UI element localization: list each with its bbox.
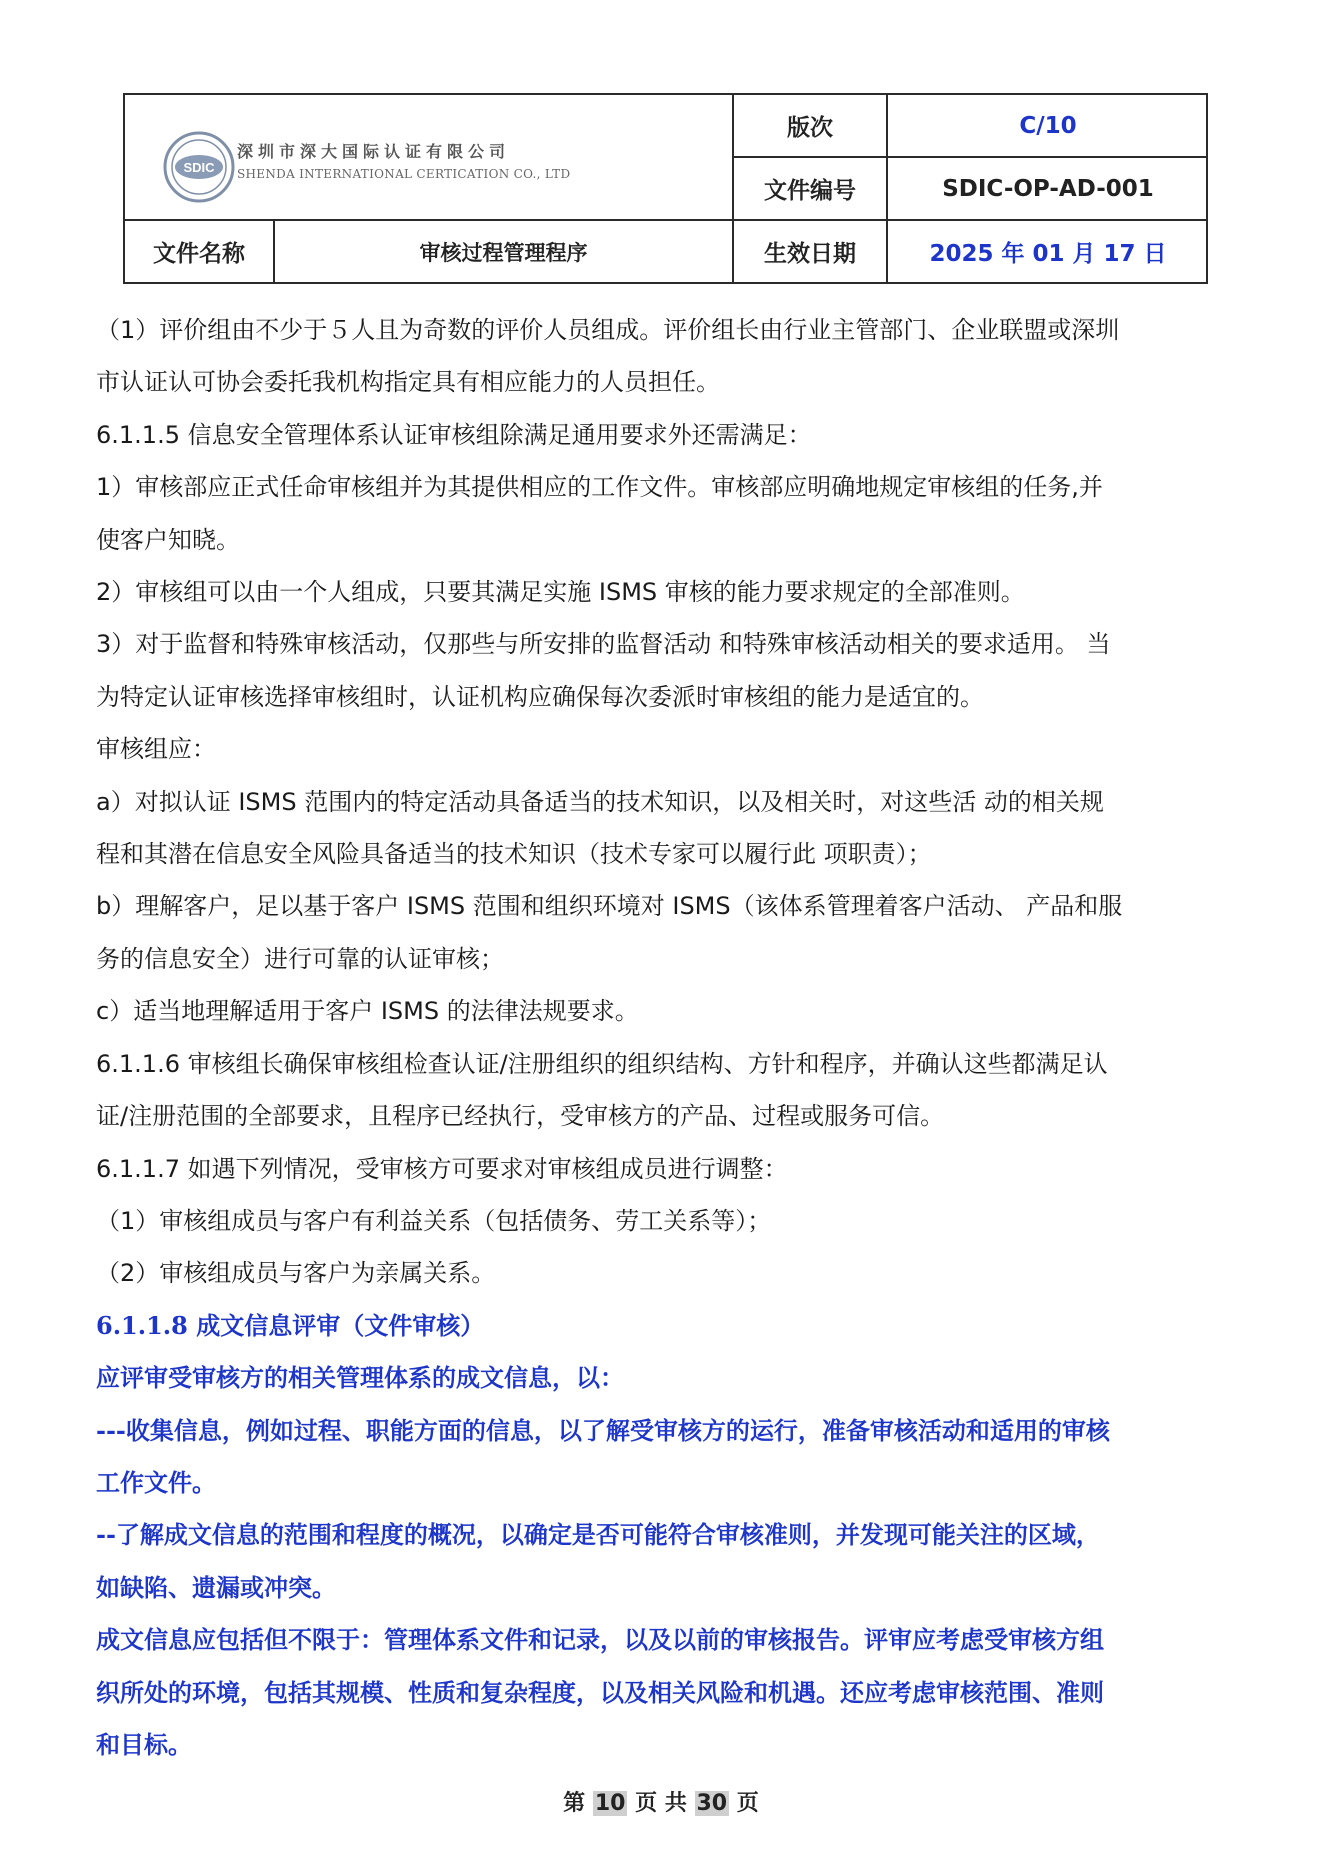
highlight-line: 工作文件。	[96, 1467, 216, 1497]
body-line: c）适当地理解适用于客户 ISMS 的法律法规要求。	[96, 997, 639, 1026]
body-line: 2）审核组可以由一个人组成，只要其满足实施 ISMS 审核的能力要求规定的全部准则。	[96, 578, 1025, 607]
company-name-en: SHENDA INTERNATIONAL CERTICATION CO., LTD	[237, 167, 571, 181]
page-footer	[0, 1786, 1322, 1817]
section-heading: 6.1.1.8 成文信息评审（文件审核）	[96, 1310, 485, 1340]
doc-number-label: 文件编号	[764, 178, 856, 204]
body-line: 使客户知晓。	[96, 525, 240, 554]
highlight-line: 应评审受审核方的相关管理体系的成文信息，以：	[96, 1363, 624, 1393]
highlight-line: 成文信息应包括但不限于：管理体系文件和记录，以及以前的审核报告。评审应考虑受审核方组	[96, 1625, 1104, 1655]
body-line: （1）审核组成员与客户有利益关系（包括债务、劳工关系等）；	[96, 1206, 772, 1235]
body-line: a）对拟认证 ISMS 范围内的特定活动具备适当的技术知识，以及相关时，对这些活 动的相关规	[96, 787, 1104, 816]
highlight-line: ---收集信息，例如过程、职能方面的信息，以了解受审核方的运行，准备审核活动和适用的审核	[96, 1415, 1110, 1445]
body-line: b）理解客户，足以基于客户 ISMS 范围和组织环境对 ISMS（该体系管理着客户活动、 产品和服	[96, 892, 1123, 921]
company-name-cn: 深圳市深大国际认证有限公司	[237, 142, 511, 161]
highlight-line: 和目标。	[96, 1729, 192, 1759]
body-line: 程和其潜在信息安全风险具备适当的技术知识（技术专家可以履行此 项职责）；	[96, 840, 932, 869]
doc-name-value: 审核过程管理程序	[419, 240, 588, 265]
logo-text: SDIC	[183, 160, 215, 175]
company-logo	[163, 131, 235, 203]
body-line: 6.1.1.6 审核组长确保审核组检查认证/注册组织的组织结构、方针和程序，并确认这些都满足认	[96, 1049, 1108, 1078]
body-line: （1）评价组由不少于５人且为奇数的评价人员组成。评价组长由行业主管部门、企业联盟或深圳	[96, 316, 1120, 344]
highlight-line: --了解成文信息的范围和程度的概况，以确定是否可能符合审核准则，并发现可能关注的区域，	[96, 1520, 1100, 1550]
body-line: 证/注册范围的全部要求，且程序已经执行，受审核方的产品、过程或服务可信。	[96, 1102, 945, 1131]
highlight-line: 如缺陷、遗漏或冲突。	[96, 1572, 336, 1602]
page-middle: 页 共	[635, 1791, 687, 1816]
page-suffix: 页	[736, 1791, 759, 1816]
body-line: 市认证认可协会委托我机构指定具有相应能力的人员担任。	[96, 368, 720, 397]
body-line: 务的信息安全）进行可靠的认证审核；	[96, 944, 504, 973]
page-prefix: 第	[563, 1791, 586, 1816]
effective-date-label: 生效日期	[764, 241, 856, 267]
body-line: 6.1.1.7 如遇下列情况，受审核方可要求对审核组成员进行调整：	[96, 1154, 788, 1183]
body-line: （2）审核组成员与客户为亲属关系。	[96, 1259, 496, 1288]
doc-number-value: SDIC-OP-AD-001	[942, 175, 1154, 202]
version-value: C/10	[1019, 112, 1077, 139]
total-pages-number: 30	[696, 1791, 728, 1816]
body-line: 6.1.1.5 信息安全管理体系认证审核组除满足通用要求外还需满足：	[96, 420, 812, 449]
highlight-line: 织所处的环境，包括其规模、性质和复杂程度，以及相关风险和机遇。还应考虑审核范围、准则	[96, 1677, 1104, 1707]
body-line: 3）对于监督和特殊审核活动，仅那些与所安排的监督活动 和特殊审核活动相关的要求适用。 当	[96, 630, 1111, 659]
version-label: 版次	[787, 115, 833, 141]
current-page-number: 10	[594, 1791, 626, 1816]
body-line: 1）审核部应正式任命审核组并为其提供相应的工作文件。审核部应明确地规定审核组的任务,并	[96, 473, 1103, 502]
document-header-table	[123, 93, 1208, 284]
body-line: 为特定认证审核选择审核组时，认证机构应确保每次委派时审核组的能力是适宜的。	[96, 682, 984, 711]
doc-name-label: 文件名称	[153, 241, 245, 267]
document-body	[96, 304, 1246, 1771]
body-line: 审核组应：	[96, 735, 216, 764]
effective-date-value: 2025 年 01 月 17 日	[929, 241, 1167, 267]
